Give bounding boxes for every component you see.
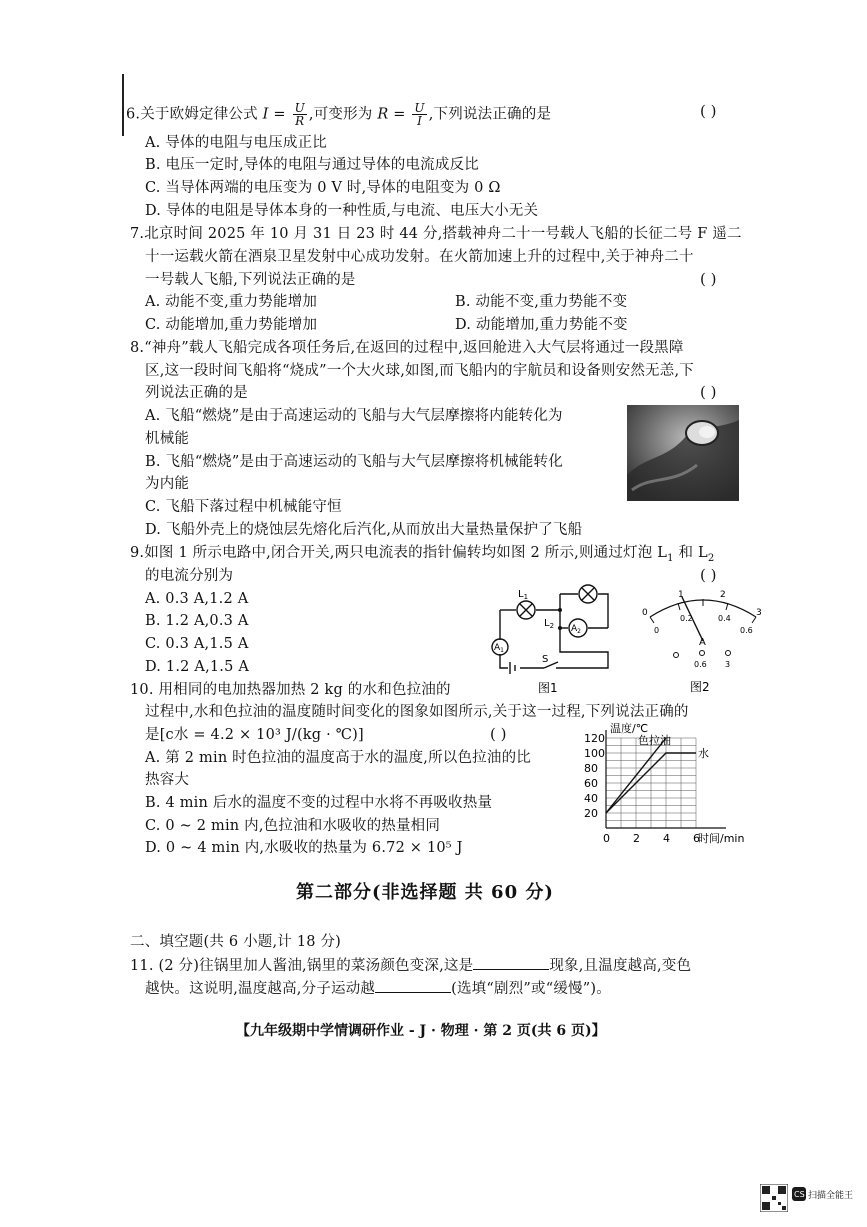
frac1-num: U bbox=[294, 101, 305, 115]
q6-stem-mid: ,可变形为 bbox=[308, 106, 378, 123]
series-label-water: 水 bbox=[698, 747, 709, 760]
junction-dot bbox=[558, 608, 562, 612]
fig1-a2-label: $A_2$ bbox=[571, 624, 581, 635]
q9-l2-sub: 2 bbox=[707, 552, 715, 564]
q9-text: 9.如图 1 所示电路中,闭合开关,两只电流表的指针偏转均如图 2 所示,则通过灯泡 L bbox=[130, 545, 668, 561]
q7-option-b: B. 动能不变,重力势能不变 bbox=[455, 294, 628, 310]
q8-option-b-cont: 为内能 bbox=[145, 476, 190, 492]
y-tick-label: 20 bbox=[584, 807, 598, 820]
q7-line-1: 7.北京时间 2025 年 10 月 31 日 23 时 44 分,搭载神舟二十一号载人飞船的长征二号 F 遥二 bbox=[130, 226, 742, 242]
scanner-logo-icon bbox=[792, 1187, 806, 1201]
q11-blank-2[interactable] bbox=[375, 978, 451, 993]
q6-option-b: B. 电压一定时,导体的电阻与通过导体的电流成反比 bbox=[145, 157, 479, 173]
spacecraft-reentry-photo bbox=[627, 405, 739, 501]
fig1-a1-label: $A_1$ bbox=[494, 643, 504, 654]
y-axis-label: 温度/℃ bbox=[610, 722, 649, 735]
q10-line-2: 过程中,水和色拉油的温度随时间变化的图象如图所示,关于这一过程,下列说法正确的 bbox=[145, 704, 689, 720]
frac2-num: U bbox=[414, 101, 425, 115]
q6-option-a: A. 导体的电阻与电压成正比 bbox=[145, 135, 327, 151]
q6-i-var: I bbox=[262, 106, 269, 123]
q10-option-b: B. 4 min 后水的温度不变的过程中水将不再吸收热量 bbox=[145, 795, 493, 811]
margin-line bbox=[122, 74, 124, 136]
q6-eq-2: = bbox=[388, 106, 411, 123]
q11-text-a: 11. (2 分)往锅里加人酱油,锅里的菜汤颜色变深,这是 bbox=[130, 958, 474, 974]
q10-option-d: D. 0 ~ 4 min 内,水吸收的热量为 6.72 × 10⁵ J bbox=[145, 840, 463, 856]
q8-option-c: C. 飞船下落过程中机械能守恒 bbox=[145, 499, 342, 515]
q8-option-a: A. 飞船“燃烧”是由于高速运动的飞船与大气层摩擦将内能转化为 bbox=[145, 408, 563, 424]
y-tick-label: 120 bbox=[584, 732, 605, 745]
frac1-den: R bbox=[295, 114, 305, 128]
fig2-caption: 图2 bbox=[690, 680, 710, 694]
ammeter-dial-fig2 bbox=[638, 585, 768, 697]
q10-option-a-cont: 热容大 bbox=[145, 772, 190, 788]
q11-text-b: 现象,且温度越高,变色 bbox=[549, 958, 692, 974]
q9-l1-sub: 1 bbox=[667, 552, 674, 564]
fig1-caption: 图1 bbox=[538, 681, 558, 695]
q7-option-c: C. 动能增加,重力势能增加 bbox=[145, 317, 318, 333]
q8-line-2: 区,这一段时间飞船将“烧成”一个大火球,如图,而飞船内的宇航员和设备则安然无恙,下 bbox=[145, 363, 694, 379]
x-tick-label: 4 bbox=[663, 832, 670, 845]
q11-text-c: 越快。这说明,温度越高,分子运动越 bbox=[145, 981, 376, 997]
q6-option-c: C. 当导体两端的电压变为 0 V 时,导体的电阻变为 0 Ω bbox=[145, 180, 501, 196]
q10-option-a: A. 第 2 min 时色拉油的温度高于水的温度,所以色拉油的比 bbox=[145, 750, 531, 766]
series-label-oil: 色拉油 bbox=[638, 734, 671, 747]
dial-bottom-3: 0.6 bbox=[740, 626, 753, 635]
q8-option-a-cont: 机械能 bbox=[145, 431, 190, 447]
dial-top-0: 0 bbox=[642, 608, 648, 618]
x-tick-label: 2 bbox=[633, 832, 640, 845]
fig1-switch-label: S bbox=[542, 654, 549, 665]
q8-line-1: 8.“神舟”载人飞船完成各项任务后,在返回的过程中,返回舱进入大气层将通过一段黑障 bbox=[130, 340, 684, 356]
q9-option-b: B. 1.2 A,0.3 A bbox=[145, 613, 249, 629]
dial-top-2: 2 bbox=[720, 590, 726, 600]
q9-option-c: C. 0.3 A,1.5 A bbox=[145, 636, 249, 652]
fill-blank-heading: 二、填空题(共 6 小题,计 18 分) bbox=[130, 934, 342, 950]
q11-text-d: (选填“剧烈”或“缓慢”)。 bbox=[451, 981, 611, 997]
fig1-l2-label: $L_2$ bbox=[544, 618, 555, 630]
q8-option-b: B. 飞船“燃烧”是由于高速运动的飞船与大气层摩擦将机械能转化 bbox=[145, 454, 563, 470]
q6-fraction-1 bbox=[293, 102, 307, 127]
y-tick-label: 60 bbox=[584, 777, 598, 790]
q10-option-c: C. 0 ~ 2 min 内,色拉油和水吸收的热量相同 bbox=[145, 818, 441, 834]
x-axis-label: 时间/min bbox=[698, 832, 745, 845]
y-tick-label: 40 bbox=[584, 792, 598, 805]
svg-text:CS: CS bbox=[794, 1190, 805, 1199]
q6-stem-pre: 6.关于欧姆定律公式 bbox=[126, 106, 263, 123]
q6-option-d: D. 导体的电阻是导体本身的一种性质,与电流、电压大小无关 bbox=[145, 203, 539, 219]
q11-line-2 bbox=[145, 978, 611, 999]
q8-answer-paren: ( ) bbox=[700, 383, 717, 401]
q11-line-1 bbox=[130, 955, 691, 976]
part2-title: 第二部分(非选择题 共 60 分) bbox=[296, 882, 554, 903]
terminal-3 bbox=[726, 651, 731, 656]
terminal-06-label: 0.6 bbox=[694, 660, 707, 669]
q6-answer-paren: ( ) bbox=[700, 102, 717, 120]
y-tick-label: 80 bbox=[584, 762, 598, 775]
y-tick-label: 100 bbox=[584, 747, 605, 760]
terminal-neg bbox=[674, 653, 679, 658]
q6-eq: = bbox=[268, 106, 291, 123]
scanner-label: 扫描全能王 bbox=[808, 1191, 854, 1201]
x-tick-label: 6 bbox=[693, 832, 700, 845]
dial-top-1: 1 bbox=[678, 590, 684, 600]
junction-dot-2 bbox=[558, 626, 562, 630]
q10-answer-paren: ( ) bbox=[490, 725, 507, 743]
q7-answer-paren: ( ) bbox=[700, 270, 717, 288]
q9-and: 和 L bbox=[673, 545, 708, 561]
q9-line-1 bbox=[130, 543, 714, 569]
frac2-den: I bbox=[417, 114, 423, 128]
terminal-06 bbox=[700, 651, 705, 656]
q11-blank-1[interactable] bbox=[473, 955, 549, 970]
q9-option-a: A. 0.3 A,1.2 A bbox=[145, 591, 249, 607]
q6-r-var: R bbox=[377, 106, 389, 123]
circuit-diagram-fig1 bbox=[480, 580, 620, 698]
x-tick-label: 0 bbox=[603, 832, 610, 845]
q10-line-3: 是[c水 = 4.2 × 10³ J/(kg · ℃)] bbox=[145, 727, 364, 743]
q10-line-1: 10. 用相同的电加热器加热 2 kg 的水和色拉油的 bbox=[130, 682, 451, 698]
q9-answer-paren: ( ) bbox=[700, 566, 717, 584]
q9-line-2: 的电流分别为 bbox=[145, 568, 234, 584]
dial-bottom-0: 0 bbox=[654, 626, 660, 635]
q7-line-3: 一号载人飞船,下列说法正确的是 bbox=[145, 272, 356, 288]
dial-bottom-2: 0.4 bbox=[718, 614, 731, 623]
dial-bottom-1: 0.2 bbox=[680, 614, 693, 623]
q8-line-3: 列说法正确的是 bbox=[145, 385, 248, 401]
temperature-time-chart bbox=[582, 720, 762, 850]
qr-code-icon bbox=[760, 1184, 788, 1212]
q6-stem bbox=[126, 102, 551, 127]
q8-option-d: D. 飞船外壳上的烧蚀层先熔化后汽化,从而放出大量热量保护了飞船 bbox=[145, 522, 583, 538]
q7-line-2: 十一运载火箭在酒泉卫星发射中心成功发射。在火箭加速上升的过程中,关于神舟二十 bbox=[145, 249, 694, 265]
dial-top-3: 3 bbox=[756, 608, 762, 618]
dial-unit: A bbox=[699, 637, 706, 648]
q6-stem-post: ,下列说法正确的是 bbox=[428, 106, 552, 123]
page-footer: 【九年级期中学情调研作业 - J · 物理 · 第 2 页(共 6 页)】 bbox=[236, 1023, 606, 1039]
q7-option-d: D. 动能增加,重力势能不变 bbox=[455, 317, 628, 333]
q7-option-a: A. 动能不变,重力势能增加 bbox=[145, 294, 318, 310]
fig1-l1-label: $L_1$ bbox=[518, 589, 529, 601]
terminal-3-label: 3 bbox=[725, 660, 731, 669]
q9-option-d: D. 1.2 A,1.5 A bbox=[145, 659, 250, 675]
q6-fraction-2 bbox=[412, 102, 426, 127]
